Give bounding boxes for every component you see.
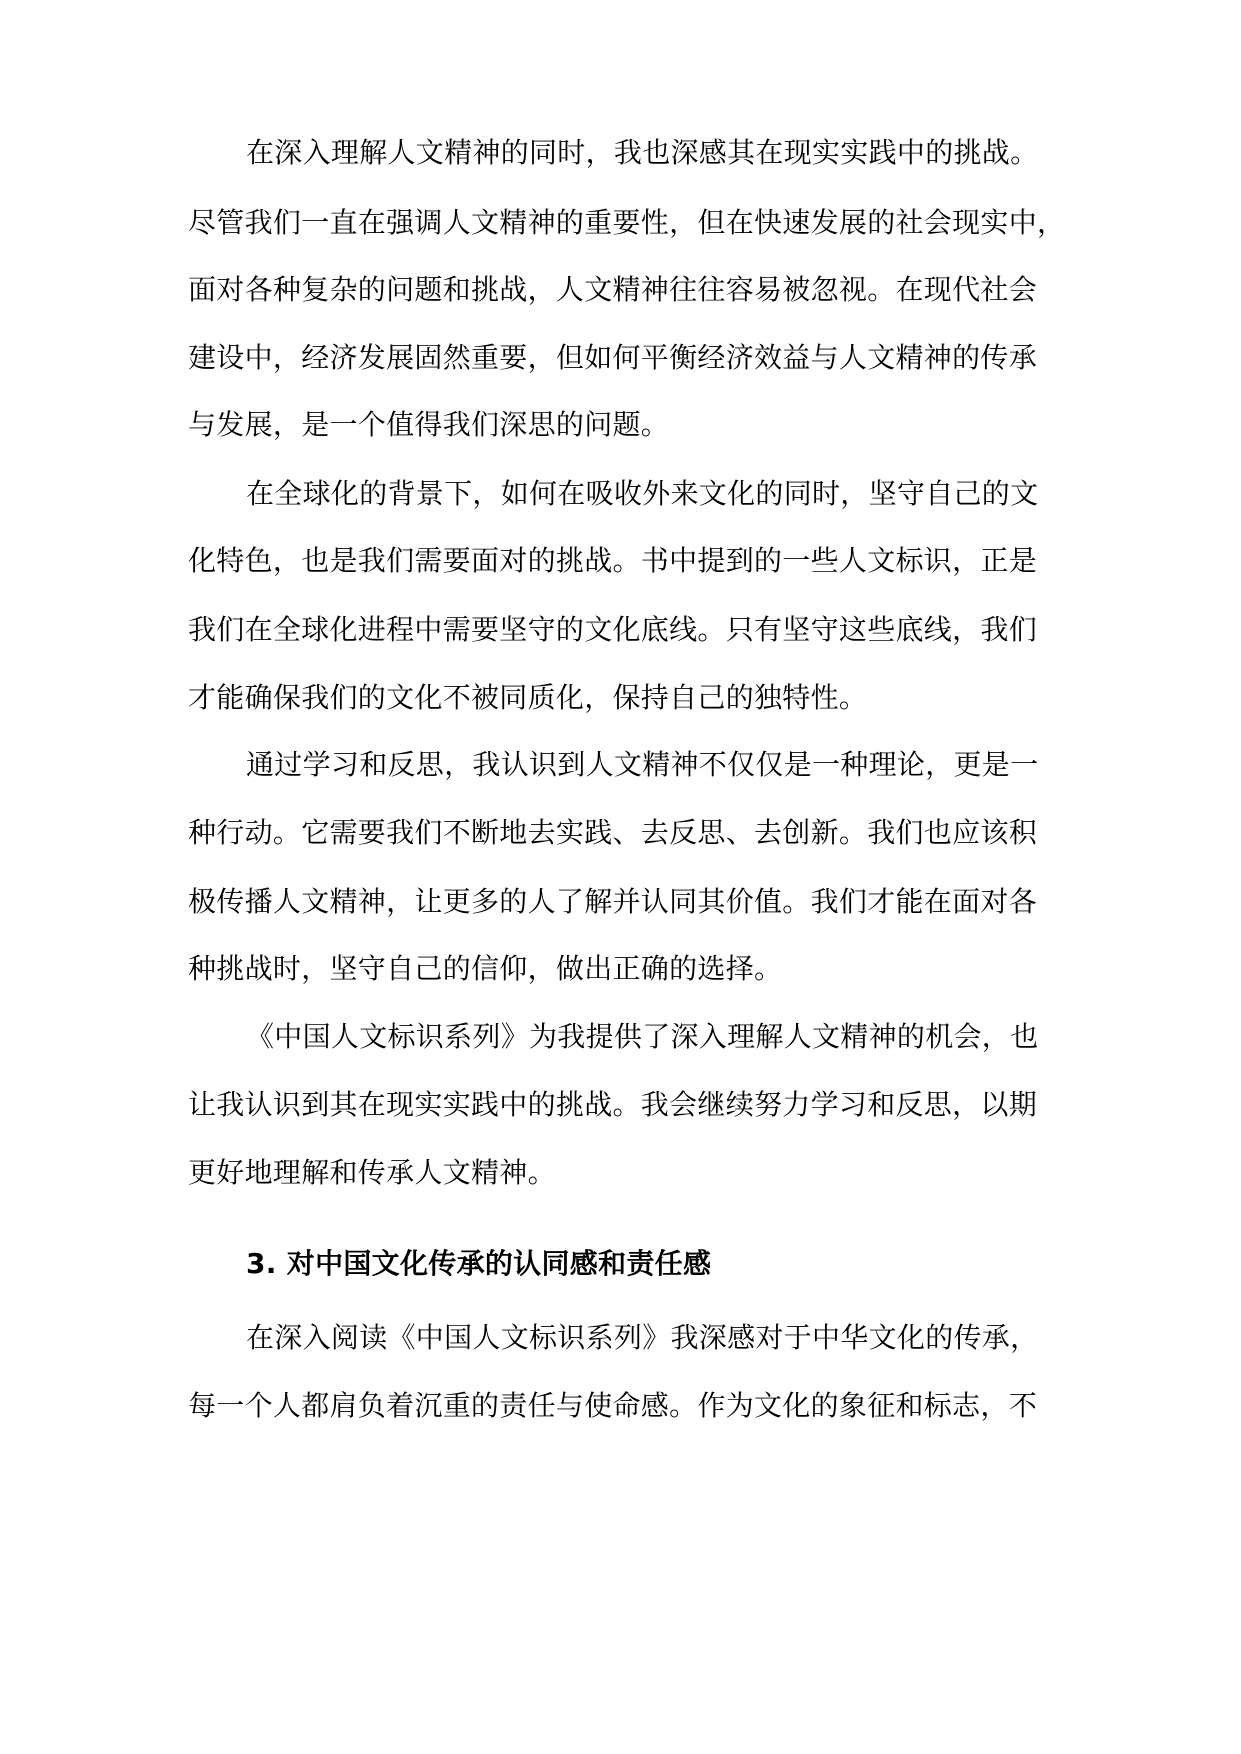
- paragraph-line: 才能确保我们的文化不被同质化，保持自己的独特性。: [188, 681, 868, 714]
- paragraph-line: 化特色，也是我们需要面对的挑战。书中提到的一些人文标识，正是: [188, 544, 1038, 577]
- paragraph-line: 让我认识到其在现实实践中的挑战。我会继续努力学习和反思，以期: [188, 1088, 1038, 1121]
- paragraph-line: 建设中，经济发展固然重要，但如何平衡经济效益与人文精神的传承: [188, 341, 1038, 374]
- section-heading: 3. 对中国文化传承的认同感和责任感: [246, 1247, 712, 1280]
- paragraph-line: 在深入阅读《中国人文标识系列》我深感对于中华文化的传承，: [246, 1321, 1039, 1354]
- paragraph-line: 在全球化的背景下，如何在吸收外来文化的同时，坚守自己的文: [246, 477, 1039, 510]
- paragraph-line: 更好地理解和传承人文精神。: [188, 1156, 556, 1189]
- paragraph-line: 种行动。它需要我们不断地去实践、去反思、去创新。我们也应该积: [188, 816, 1038, 849]
- paragraph-line: 种挑战时，坚守自己的信仰，做出正确的选择。: [188, 952, 783, 985]
- paragraph-line: 与发展，是一个值得我们深思的问题。: [188, 408, 670, 441]
- paragraph-line: 《中国人文标识系列》为我提供了深入理解人文精神的机会，也: [246, 1020, 1039, 1053]
- paragraph-line: 极传播人文精神，让更多的人了解并认同其价值。我们才能在面对各: [188, 885, 1038, 918]
- paragraph-line: 我们在全球化进程中需要坚守的文化底线。只有坚守这些底线，我们: [188, 613, 1038, 646]
- paragraph-line: 面对各种复杂的问题和挑战，人文精神往往容易被忽视。在现代社会: [188, 273, 1038, 306]
- paragraph-line: 尽管我们一直在强调人文精神的重要性，但在快速发展的社会现实中，: [188, 206, 1066, 239]
- paragraph-line: 在深入理解人文精神的同时，我也深感其在现实实践中的挑战。: [246, 136, 1039, 169]
- paragraph-line: 每一个人都肩负着沉重的责任与使命感。作为文化的象征和标志，不: [188, 1389, 1038, 1422]
- paragraph-line: 通过学习和反思，我认识到人文精神不仅仅是一种理论，更是一: [246, 748, 1039, 781]
